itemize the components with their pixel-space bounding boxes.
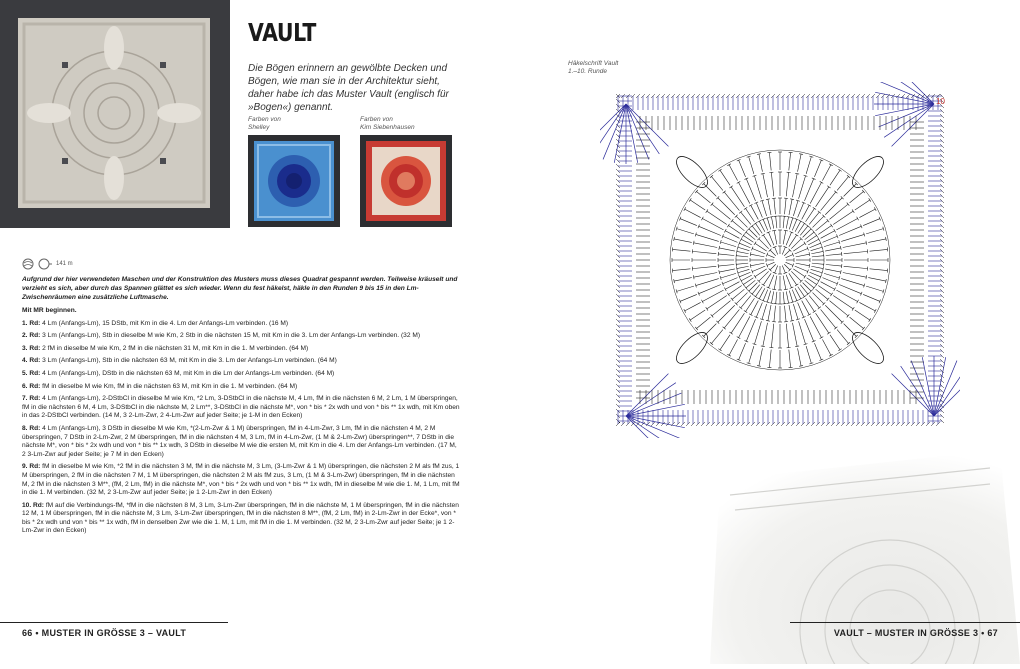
chart-stitch bbox=[783, 231, 786, 245]
chart-stitch bbox=[786, 324, 788, 348]
swatch-photo-red bbox=[360, 135, 452, 227]
chart-stitch bbox=[814, 343, 821, 360]
chart-stitch bbox=[704, 324, 717, 337]
chart-stitch bbox=[829, 301, 848, 316]
chart-stitch bbox=[692, 251, 716, 253]
chart-stitch bbox=[739, 272, 750, 277]
chart-stitch bbox=[600, 104, 626, 154]
chart-stitch bbox=[767, 291, 770, 302]
chart-stitch bbox=[712, 301, 731, 316]
chart-stitch bbox=[804, 179, 813, 201]
swatch-photo-blue bbox=[248, 135, 340, 227]
chart-stitch bbox=[746, 179, 755, 201]
chart-stitch bbox=[751, 301, 759, 315]
chart-stitch bbox=[763, 323, 768, 347]
chart-stitch bbox=[739, 343, 746, 360]
round-5: 5. Rd: 4 Lm (Anfangs-Lm), DStb in die nächsten 63 M, mit Km in die Lm der Anfangs-Lm verbinden. (64 M) bbox=[22, 370, 462, 379]
crochet-square-image bbox=[0, 0, 230, 228]
chart-stitch bbox=[680, 294, 697, 301]
chart-stitch bbox=[755, 269, 767, 277]
chart-stitch bbox=[824, 273, 839, 278]
footer-rule bbox=[0, 622, 228, 623]
chart-stitch bbox=[825, 305, 842, 322]
chart-stitch bbox=[879, 104, 934, 127]
swatch-1 bbox=[248, 116, 340, 227]
chart-stitch bbox=[763, 235, 771, 247]
chart-stitch bbox=[822, 278, 837, 284]
chart-stitch bbox=[763, 273, 771, 285]
chart-stitch bbox=[711, 177, 722, 191]
chart-stitch bbox=[863, 294, 880, 301]
chart-stitch bbox=[677, 286, 694, 291]
chart-stitch bbox=[774, 276, 777, 290]
chart-stitch bbox=[711, 330, 722, 344]
chart-stitch bbox=[746, 319, 755, 341]
chart-stitch bbox=[723, 236, 738, 242]
chart-stitch bbox=[739, 243, 750, 248]
chart-stitch bbox=[850, 317, 864, 328]
chart-stitch bbox=[738, 247, 749, 250]
round-9: 9. Rd: fM in dieselbe M wie Km, *2 fM in die nächsten 3 M, fM in die nächste M, 3 Lm, (3-Lm-Zwr & 1 M) überspringen, die nächsten 2 M als fM zus, 1 M überspringen, 2 fM in die nächsten 7 M, 1 M überspringen, die nächsten 2 M als fM zus, 3 Lm, (1 M & 3-Lm-Zwr) überspringen, fM in die nächsten M, 2 fM in die nächsten 3 M**, (fM, 2 Lm, fM) in die nächste M*, von * bis * 2x wdh und von * bis ** 1x wdh, fM in dieselbe M wie die 1. M, 1 Lm, mit fM in die 1. M verbinden. (32 M, 2 3-Lm-Zwr auf jeder Seite; je 1 2-Lm-Zwr in den Ecken) bbox=[22, 463, 462, 497]
chart-stitch bbox=[690, 200, 705, 210]
chart-stitch bbox=[841, 234, 864, 241]
chart-stitch bbox=[673, 269, 691, 271]
chart-stitch bbox=[751, 263, 765, 266]
round-2: 2. Rd: 3 Lm (Anfangs-Lm), Stb in dieselbe M wie Km, 2 Stb in die nächsten 15 M, mit Km in die 3. Lm der Anfangs-Lm verbinden. (32 M) bbox=[22, 332, 462, 341]
chart-stitch bbox=[850, 191, 864, 202]
chart-stitch bbox=[740, 279, 742, 283]
chart-stitch bbox=[712, 204, 731, 219]
chart-stitch bbox=[769, 232, 774, 245]
chart-stitch bbox=[771, 217, 773, 229]
chart-stitch bbox=[674, 239, 692, 243]
chart-stitch bbox=[729, 165, 737, 181]
chart-stitch bbox=[784, 250, 790, 256]
chart-stitch bbox=[696, 279, 719, 286]
chart-stitch bbox=[843, 272, 867, 277]
chart-stitch bbox=[821, 282, 835, 290]
chart-stitch bbox=[770, 264, 776, 270]
chart-stitch bbox=[789, 153, 791, 171]
chart-stitch bbox=[774, 231, 777, 245]
chart-stitch bbox=[754, 321, 761, 344]
chart-stitch bbox=[742, 234, 744, 237]
chart-stitch bbox=[796, 254, 810, 257]
chart-stitch bbox=[719, 248, 735, 251]
chart-stitch bbox=[740, 237, 742, 241]
chart-stitch bbox=[789, 235, 797, 247]
round-6: 6. Rd: fM in dieselbe M wie Km, fM in die nächsten 63 M, mit Km in die 1. M verbinden. (64 M) bbox=[22, 383, 462, 392]
start-instruction: Mit MR beginnen. bbox=[22, 307, 77, 314]
chart-stitch bbox=[759, 271, 769, 281]
chart-stitch bbox=[694, 272, 718, 277]
chart-stitch bbox=[736, 263, 748, 264]
chart-stitch bbox=[815, 234, 817, 237]
footer-right: VAULT – MUSTER IN GRÖSSE 3 • 67 bbox=[800, 628, 998, 638]
chart-stitch bbox=[791, 239, 801, 249]
chart-stitch bbox=[774, 306, 776, 322]
chart-stitch bbox=[763, 290, 768, 301]
chart-stitch bbox=[751, 254, 765, 257]
chart-stitch bbox=[718, 198, 735, 215]
chart-stitch bbox=[771, 291, 773, 303]
chart-stitch bbox=[770, 250, 776, 256]
chart-stitch bbox=[934, 361, 957, 416]
swatch-caption: Farben von Kim Siebenhausen bbox=[360, 116, 452, 132]
chart-stitch bbox=[692, 266, 716, 268]
chart-stitch bbox=[795, 266, 808, 271]
chart-stitch bbox=[802, 301, 810, 315]
chart-stitch bbox=[799, 321, 806, 344]
chart-stitch bbox=[769, 275, 774, 288]
chart-stitch bbox=[775, 247, 778, 254]
chart-stitch bbox=[812, 263, 824, 264]
chart-stitch bbox=[798, 302, 804, 317]
chart-stitch bbox=[826, 254, 842, 256]
chart-stitch bbox=[839, 226, 861, 235]
chart-stitch bbox=[793, 269, 805, 277]
yarn-length: 141 m bbox=[56, 261, 73, 267]
chart-stitch bbox=[830, 170, 840, 185]
chart-stitch bbox=[798, 348, 802, 366]
chart-stitch bbox=[674, 278, 692, 282]
chart-stitch bbox=[804, 319, 813, 341]
chart-stitch bbox=[786, 172, 788, 196]
chart-stitch bbox=[824, 242, 839, 247]
chart-stitch bbox=[792, 323, 797, 347]
chart-stitch bbox=[685, 209, 701, 217]
chart-stitch bbox=[802, 205, 810, 219]
chart-stitch bbox=[723, 278, 738, 284]
chart-stitch bbox=[725, 282, 739, 290]
chart-stitch bbox=[839, 284, 861, 293]
chart-caption: Häkelschrift Vault 1.–10. Runde bbox=[568, 60, 618, 76]
chart-stitch bbox=[752, 249, 765, 254]
chart-stitch bbox=[721, 242, 736, 247]
chart-stitch bbox=[868, 239, 886, 243]
chart-stitch bbox=[786, 275, 791, 288]
chart-stitch bbox=[724, 309, 739, 328]
chart-stitch bbox=[685, 302, 701, 310]
round-10: 10. Rd: fM auf die Verbindungs-fM, *fM in die nächsten 8 M, 3 Lm, 3-Lm-Zwr überspringen, fM in die nächste M, 1 M überspringen, fM in die nächsten 12 M, 1 M überspringen, fM in die nächste M, 3 Lm, 3-Lm-Zwr überspringen, fM in die nächsten 8 M**, (fM, 2 Lm, fM) in 2-Lm-Zwr in der Ecke*, von * bis * 2x wdh und von * bis ** 1x wdh, fM in denselben Zwr wie die 1. M, 1 Lm, mit fM in die 1. M verbinden. (32 M, 2 3-Lm-Zwr auf jeder Seite; je 1 2-Lm-Zwr in den Ecken) bbox=[22, 502, 462, 536]
chart-stitch bbox=[720, 335, 730, 350]
chart-stitch bbox=[803, 283, 811, 291]
chart-stitch bbox=[782, 247, 785, 254]
chart-stitch bbox=[810, 272, 821, 277]
chart-stitch bbox=[818, 279, 820, 283]
chart-stitch bbox=[792, 219, 797, 230]
yarn-ball-icon bbox=[22, 258, 34, 270]
crochet-chart-diagram bbox=[600, 82, 960, 438]
chart-stitch bbox=[829, 204, 848, 219]
chart-stitch bbox=[793, 201, 798, 216]
chart-stitch bbox=[863, 219, 880, 226]
chart-stitch bbox=[721, 273, 736, 278]
chart-stitch bbox=[789, 218, 792, 229]
chart-stitch bbox=[811, 266, 823, 268]
round-8: 8. Rd: 4 Lm (Anfangs-Lm), 3 DStb in dieselbe M wie Km, *(2-Lm-Zwr & 1 M) überspringen, fM in 4-Lm-Zwr, 3 Lm, fM in die nächsten 4 M, 2 M überspringen, 7 DStb in 2-Lm-Zwr, 2 M überspringen, fM in die nächsten 4 M, 3 Lm, fM in 4-Lm-Zwr, (1 M & 2-Lm-Zwr) überspringen**, 7 DStb in die nächste M*, von * bis * 2x wdh und von * bis ** 1x wdh, 3 DStb in dieselbe M wie die ersten M, mit Km in die 4. Lm der Anfangs-Lm verbinden. (17 M, 2 3-Lm-Zwr auf jeder Seite; je 7 M in den Ecken) bbox=[22, 425, 462, 459]
chart-stitch bbox=[673, 249, 691, 251]
round-3: 3. Rd: 2 fM in dieselbe M wie Km, 2 fM in die nächsten 31 M, mit Km in die 1. M verbinden. (64 M) bbox=[22, 345, 462, 354]
chart-stitch bbox=[729, 339, 737, 355]
round-4: 4. Rd: 3 Lm (Anfangs-Lm), Stb in die nächsten 63 M, mit Km in die 3. Lm der Anfangs-Lm verbinden. (64 M) bbox=[22, 357, 462, 366]
chart-stitch bbox=[793, 304, 798, 319]
chart-stitch bbox=[786, 262, 793, 265]
chart-stitch bbox=[814, 160, 821, 177]
chart-stitch bbox=[754, 176, 761, 199]
yarn-info bbox=[22, 258, 73, 270]
chart-stitch bbox=[783, 292, 784, 304]
footer-rule bbox=[790, 622, 1020, 623]
chart-stitch bbox=[768, 199, 771, 215]
chart-stitch bbox=[767, 218, 770, 229]
chart-stitch bbox=[785, 306, 787, 322]
chart-stitch bbox=[763, 174, 768, 198]
chart-stitch bbox=[699, 226, 721, 235]
chart-stitch bbox=[844, 266, 868, 268]
chart-stitch bbox=[786, 217, 788, 229]
chart-stitch bbox=[822, 165, 830, 181]
chart-stitch bbox=[806, 157, 811, 174]
chart-stitch bbox=[756, 302, 762, 317]
chart-stitch bbox=[742, 283, 744, 286]
chart-stitch bbox=[793, 243, 805, 251]
chart-stitch bbox=[803, 229, 811, 237]
chart-stitch bbox=[834, 229, 836, 233]
chart-stitch bbox=[762, 304, 767, 319]
footer-left: 66 • MUSTER IN GRÖSSE 3 – VAULT bbox=[22, 628, 186, 638]
chart-stitch bbox=[812, 256, 824, 257]
chart-stitch bbox=[737, 266, 749, 268]
chart-stitch bbox=[821, 192, 836, 211]
chart-stitch bbox=[789, 291, 792, 302]
chart-stitch bbox=[759, 239, 769, 249]
chart-stitch bbox=[786, 255, 793, 258]
round-7: 7. Rd: 4 Lm (Anfangs-Lm), 2-DStbCl in dieselbe M wie Km, *2 Lm, 3-DStbCl in die nächste M, 4 Lm, fM in die nächsten 6 M, 2 Lm, 1 M überspringen, fM in die nächsten 6 M, 4 Lm, 3-DStbCl in die nächste M, 2 Lm**, 3-DStbCl in die nächste M*, von * bis * 2x wdh und von * bis ** 1x wdh, mit Km oben in das 2-DStbCl verbinden. (14 M, 3 2-Lm-Zwr, 2 4-Lm-Zwr auf jeder Seite; je 1-M in den Ecken) bbox=[22, 395, 462, 421]
chart-stitch bbox=[738, 269, 749, 272]
chart-stitch bbox=[811, 269, 822, 272]
chart-stitch bbox=[821, 231, 835, 239]
chart-stitch bbox=[859, 302, 875, 310]
chart-stitch bbox=[911, 361, 934, 416]
chart-stitch bbox=[789, 305, 792, 321]
chart-stitch bbox=[774, 198, 776, 214]
chart-stitch bbox=[718, 305, 735, 322]
chart-stitch bbox=[796, 263, 810, 266]
chart-stitch bbox=[718, 254, 734, 256]
chart-stitch bbox=[786, 291, 788, 303]
chart-stitch bbox=[749, 283, 757, 291]
chart-stitch bbox=[736, 256, 748, 257]
chart-stitch bbox=[752, 266, 765, 271]
chart-stitch bbox=[826, 265, 842, 267]
chart-stitch bbox=[737, 251, 749, 253]
chart-stitch bbox=[771, 172, 773, 196]
chart-stitch bbox=[866, 229, 883, 234]
chart-stitch bbox=[789, 199, 792, 215]
pattern-instructions bbox=[22, 307, 462, 540]
chart-stitch bbox=[798, 203, 804, 218]
chart-stitch bbox=[810, 243, 821, 248]
chart-stitch bbox=[855, 200, 870, 210]
main-photo bbox=[0, 0, 230, 228]
chart-stitch bbox=[792, 290, 797, 301]
chart-stitch bbox=[680, 219, 697, 226]
swatch-2 bbox=[360, 116, 452, 227]
chart-stitch bbox=[756, 203, 762, 218]
chart-stitch bbox=[844, 324, 857, 337]
chart-stitch bbox=[821, 309, 836, 328]
chart-stitch bbox=[841, 279, 864, 286]
chart-stitch bbox=[755, 243, 767, 251]
chart-stitch bbox=[799, 176, 806, 199]
chart-stitch bbox=[776, 216, 777, 228]
chart-stitch bbox=[768, 305, 771, 321]
chart-stitch bbox=[718, 265, 734, 267]
chart-stitch bbox=[694, 243, 718, 248]
chart-stitch bbox=[825, 198, 842, 215]
chart-stitch bbox=[791, 271, 801, 281]
chart-stitch bbox=[815, 283, 817, 286]
chart-stitch bbox=[789, 350, 791, 368]
chart-stitch bbox=[769, 153, 771, 171]
chart-stitch bbox=[697, 191, 711, 202]
chart-stitch bbox=[844, 251, 868, 253]
chart-stitch bbox=[762, 201, 767, 216]
chart-stitch bbox=[739, 160, 746, 177]
chart-stitch bbox=[749, 346, 754, 363]
chart-stitch bbox=[834, 287, 836, 291]
chart-stitch bbox=[759, 154, 763, 172]
chart-stitch bbox=[870, 269, 888, 271]
chart-stitch bbox=[783, 216, 784, 228]
chart-stitch bbox=[866, 286, 883, 291]
chart-stitch bbox=[767, 262, 774, 265]
chart-stitch bbox=[811, 247, 822, 250]
chart-stitch bbox=[789, 273, 797, 285]
swatch-caption: Farben von Shelley bbox=[248, 116, 340, 132]
chart-stitch bbox=[725, 231, 739, 239]
round-1: 1. Rd: 4 Lm (Anfangs-Lm), 15 DStb, mit Km in die 4. Lm der Anfangs-Lm verbinden. (16 M) bbox=[22, 320, 462, 329]
chart-stitch bbox=[798, 154, 802, 172]
chart-stitch bbox=[792, 174, 797, 198]
chart-stitch bbox=[759, 348, 763, 366]
intro-text: Die Bögen erinnern an gewölbte Decken und Bögen, wie man sie in der Architektur sieht, daher habe ich das Muster Vault (englisch für »Bogen«) genannt. bbox=[248, 62, 458, 114]
chart-stitch bbox=[720, 170, 730, 185]
chart-stitch bbox=[825, 248, 841, 251]
chart-stitch bbox=[749, 229, 757, 237]
chart-stitch bbox=[830, 335, 840, 350]
chart-stitch bbox=[786, 232, 791, 245]
chart-stitch bbox=[795, 249, 808, 254]
chart-stitch bbox=[844, 184, 857, 197]
chart-stitch bbox=[837, 330, 848, 344]
chart-stitch bbox=[763, 219, 768, 230]
chart-stitch bbox=[626, 416, 668, 438]
chart-round-number: 10 bbox=[936, 97, 945, 106]
chart-stitch bbox=[749, 157, 754, 174]
chart-stitch bbox=[767, 255, 774, 258]
page-title: VAULT bbox=[248, 18, 316, 47]
crochet-chart bbox=[600, 82, 960, 438]
chart-stitch bbox=[837, 177, 848, 191]
chart-stitch bbox=[769, 350, 771, 368]
chart-stitch bbox=[785, 198, 787, 214]
chart-stitch bbox=[855, 310, 870, 320]
chart-stitch bbox=[704, 184, 717, 197]
chart-stitch bbox=[843, 243, 867, 248]
chart-stitch bbox=[690, 310, 705, 320]
chart-stitch bbox=[825, 269, 841, 272]
chart-stitch bbox=[771, 324, 773, 348]
chart-stitch bbox=[822, 236, 837, 242]
chart-stitch bbox=[811, 251, 823, 253]
chart-stitch bbox=[696, 234, 719, 241]
chart-stitch bbox=[822, 339, 830, 355]
chart-stitch bbox=[776, 292, 777, 304]
chart-stitch bbox=[783, 276, 786, 290]
blocking-note: Aufgrund der hier verwendeten Maschen und der Konstruktion des Musters muss dieses Quadrat gespannt werden. Teilweise kräuselt und verzieht es sich, aber durch das Spannen glättet es sich wieder. Wenn du fest häkelst, häkle in den Runden 9 bis 15 in den Lm-Zwischenräumen eine zusätzliche Luftmasche. bbox=[22, 275, 462, 302]
chart-stitch bbox=[719, 269, 735, 272]
chart-stitch bbox=[699, 284, 721, 293]
chart-stitch bbox=[677, 229, 694, 234]
chart-stitch bbox=[784, 264, 790, 270]
chart-stitch bbox=[697, 317, 711, 328]
chart-stitch bbox=[859, 209, 875, 217]
yarn-skein-icon bbox=[38, 258, 52, 270]
chart-stitch bbox=[751, 205, 759, 219]
chart-stitch bbox=[782, 266, 785, 273]
chart-stitch bbox=[775, 266, 778, 273]
chart-stitch bbox=[818, 237, 820, 241]
chart-stitch bbox=[870, 249, 888, 251]
chart-stitch bbox=[806, 346, 811, 363]
chart-stitch bbox=[724, 192, 739, 211]
chart-stitch bbox=[868, 278, 886, 282]
